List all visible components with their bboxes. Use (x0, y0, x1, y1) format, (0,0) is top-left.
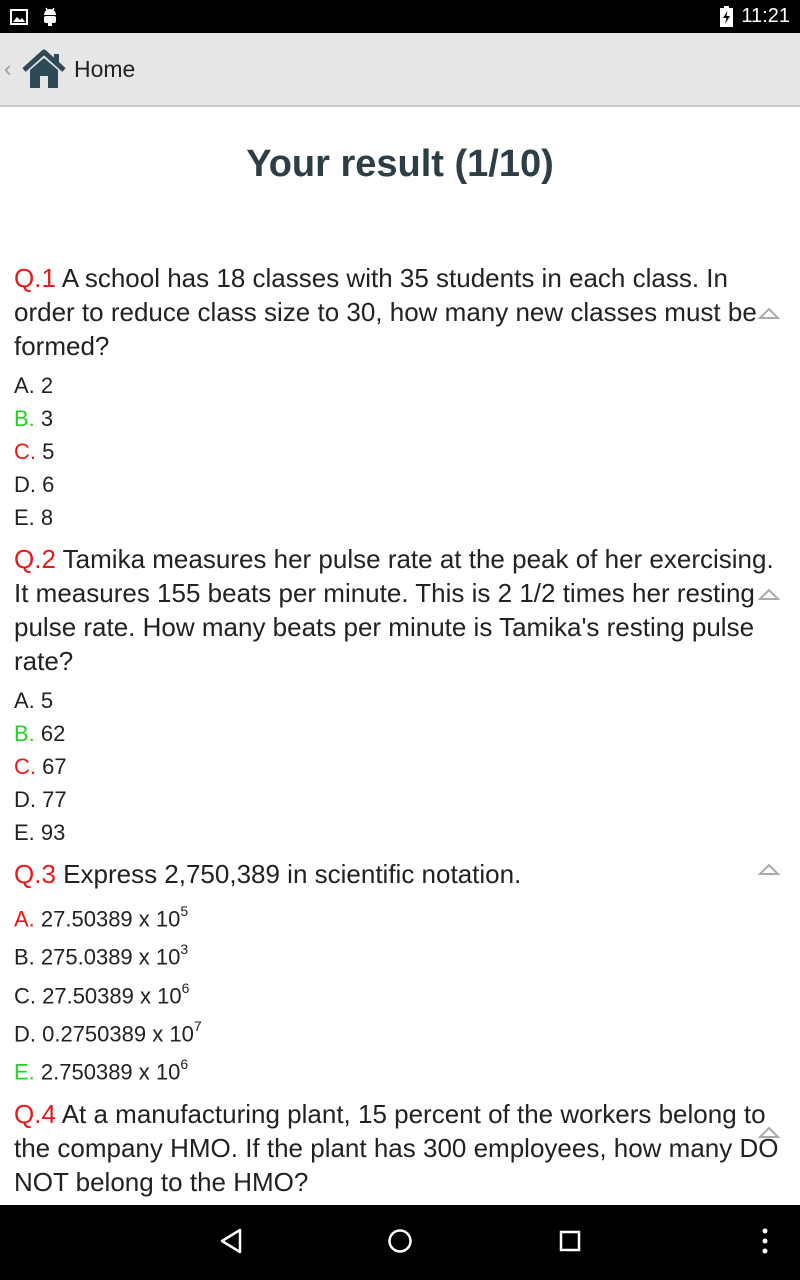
collapse-up-icon[interactable] (758, 587, 780, 601)
question-body: Express 2,750,389 in scientific notation. (55, 859, 522, 889)
option-exponent: 3 (180, 941, 189, 958)
option-text: 2.750389 x 10 (34, 1059, 181, 1085)
option-exponent: 7 (193, 1017, 202, 1034)
question-item (14, 261, 790, 534)
option-exponent: 6 (181, 979, 190, 996)
option-letter: D. (14, 472, 36, 497)
option-text: 0.2750389 x 10 (36, 1021, 194, 1047)
option-letter: B. (14, 944, 35, 970)
recents-square-icon[interactable] (557, 1227, 583, 1255)
option-item[interactable] (14, 783, 790, 816)
back-triangle-icon[interactable] (218, 1227, 244, 1255)
option-text: 2 (34, 373, 54, 398)
home-circle-icon[interactable] (386, 1227, 414, 1255)
status-left (10, 7, 58, 27)
question-text (14, 857, 790, 891)
option-text: 8 (34, 505, 54, 530)
option-item[interactable] (14, 897, 790, 935)
option-item[interactable] (14, 816, 790, 849)
option-exponent: 5 (180, 903, 189, 919)
question-item (14, 1097, 790, 1199)
home-up-button[interactable] (0, 48, 135, 90)
option-item[interactable] (14, 1012, 790, 1050)
question-number: Q.1 (14, 263, 56, 293)
question-body: Tamika measures her pulse rate at the peak of her exercising. It measures 155 beats per minute. This is 2 1/2 times her resting pulse rate. How many beats per minute is Tamika's resting pulse rate? (14, 544, 774, 676)
option-text: 93 (34, 820, 66, 845)
option-text: 77 (36, 787, 67, 812)
option-item[interactable] (14, 501, 790, 534)
home-icon (20, 48, 68, 90)
option-letter: B. (14, 721, 35, 746)
option-letter: B. (14, 406, 35, 431)
question-number: Q.4 (14, 1098, 56, 1129)
question-number: Q.2 (14, 544, 56, 574)
option-item[interactable] (14, 750, 790, 783)
android-debug-icon (42, 7, 58, 27)
question-body: At a manufacturing plant, 15 percent of the workers belong to the company HMO. If the plant has 300 employees, how many DO NOT belong to the HMO? (14, 1098, 779, 1197)
action-bar (0, 33, 800, 107)
question-text (14, 1097, 790, 1199)
question-number: Q.3 (14, 859, 56, 889)
option-text: 3 (34, 406, 54, 431)
option-letter: A. (14, 373, 35, 398)
option-letter: E. (14, 505, 35, 530)
option-letter: E. (14, 1059, 35, 1085)
options-list (14, 684, 790, 849)
option-item[interactable] (14, 468, 790, 501)
option-item[interactable] (14, 435, 790, 468)
collapse-up-icon[interactable] (758, 862, 780, 876)
option-text: 27.50389 x 10 (36, 982, 182, 1008)
option-letter: D. (14, 1021, 36, 1047)
status-bar (0, 0, 800, 33)
option-text: 275.0389 x 10 (34, 944, 181, 970)
question-text (14, 542, 790, 678)
questions-list (14, 261, 790, 1205)
collapse-up-icon[interactable] (758, 306, 780, 320)
options-list (14, 369, 790, 534)
collapse-up-icon[interactable] (758, 1125, 780, 1139)
navigation-bar (0, 1205, 800, 1280)
question-item (14, 857, 790, 1089)
option-text: 6 (36, 472, 55, 497)
status-right (720, 5, 790, 28)
result-title: Your result (1/10) (246, 143, 554, 185)
option-exponent: 6 (180, 1056, 189, 1073)
option-text: 67 (36, 754, 67, 779)
option-letter: C. (14, 982, 36, 1008)
option-item[interactable] (14, 935, 790, 973)
question-text (14, 261, 790, 363)
image-notification-icon (10, 9, 28, 25)
option-text: 5 (36, 439, 55, 464)
option-letter: D. (14, 787, 36, 812)
action-bar-title: Home (74, 55, 136, 82)
option-letter: A. (14, 688, 35, 713)
option-text: 62 (34, 721, 66, 746)
question-item (14, 542, 790, 849)
option-item[interactable] (14, 1050, 790, 1088)
question-body: A school has 18 classes with 35 students in each class. In order to reduce class size to 30, how many new classes must be formed? (14, 263, 757, 361)
option-letter: A. (14, 906, 35, 932)
option-item[interactable] (14, 974, 790, 1012)
option-item[interactable] (14, 369, 790, 402)
option-text: 27.50389 x 10 (34, 906, 181, 932)
options-list (14, 897, 790, 1089)
battery-charging-icon (720, 6, 733, 27)
status-time: 11:21 (741, 5, 790, 27)
option-text: 5 (34, 688, 54, 713)
overflow-menu-icon[interactable] (755, 1227, 775, 1257)
option-item[interactable] (14, 402, 790, 435)
option-item[interactable] (14, 684, 790, 717)
option-letter: C. (14, 439, 36, 464)
content-area[interactable] (0, 107, 800, 1205)
option-letter: E. (14, 820, 35, 845)
option-letter: C. (14, 754, 36, 779)
option-item[interactable] (14, 717, 790, 750)
chevron-left-icon: ‹ (4, 56, 12, 81)
